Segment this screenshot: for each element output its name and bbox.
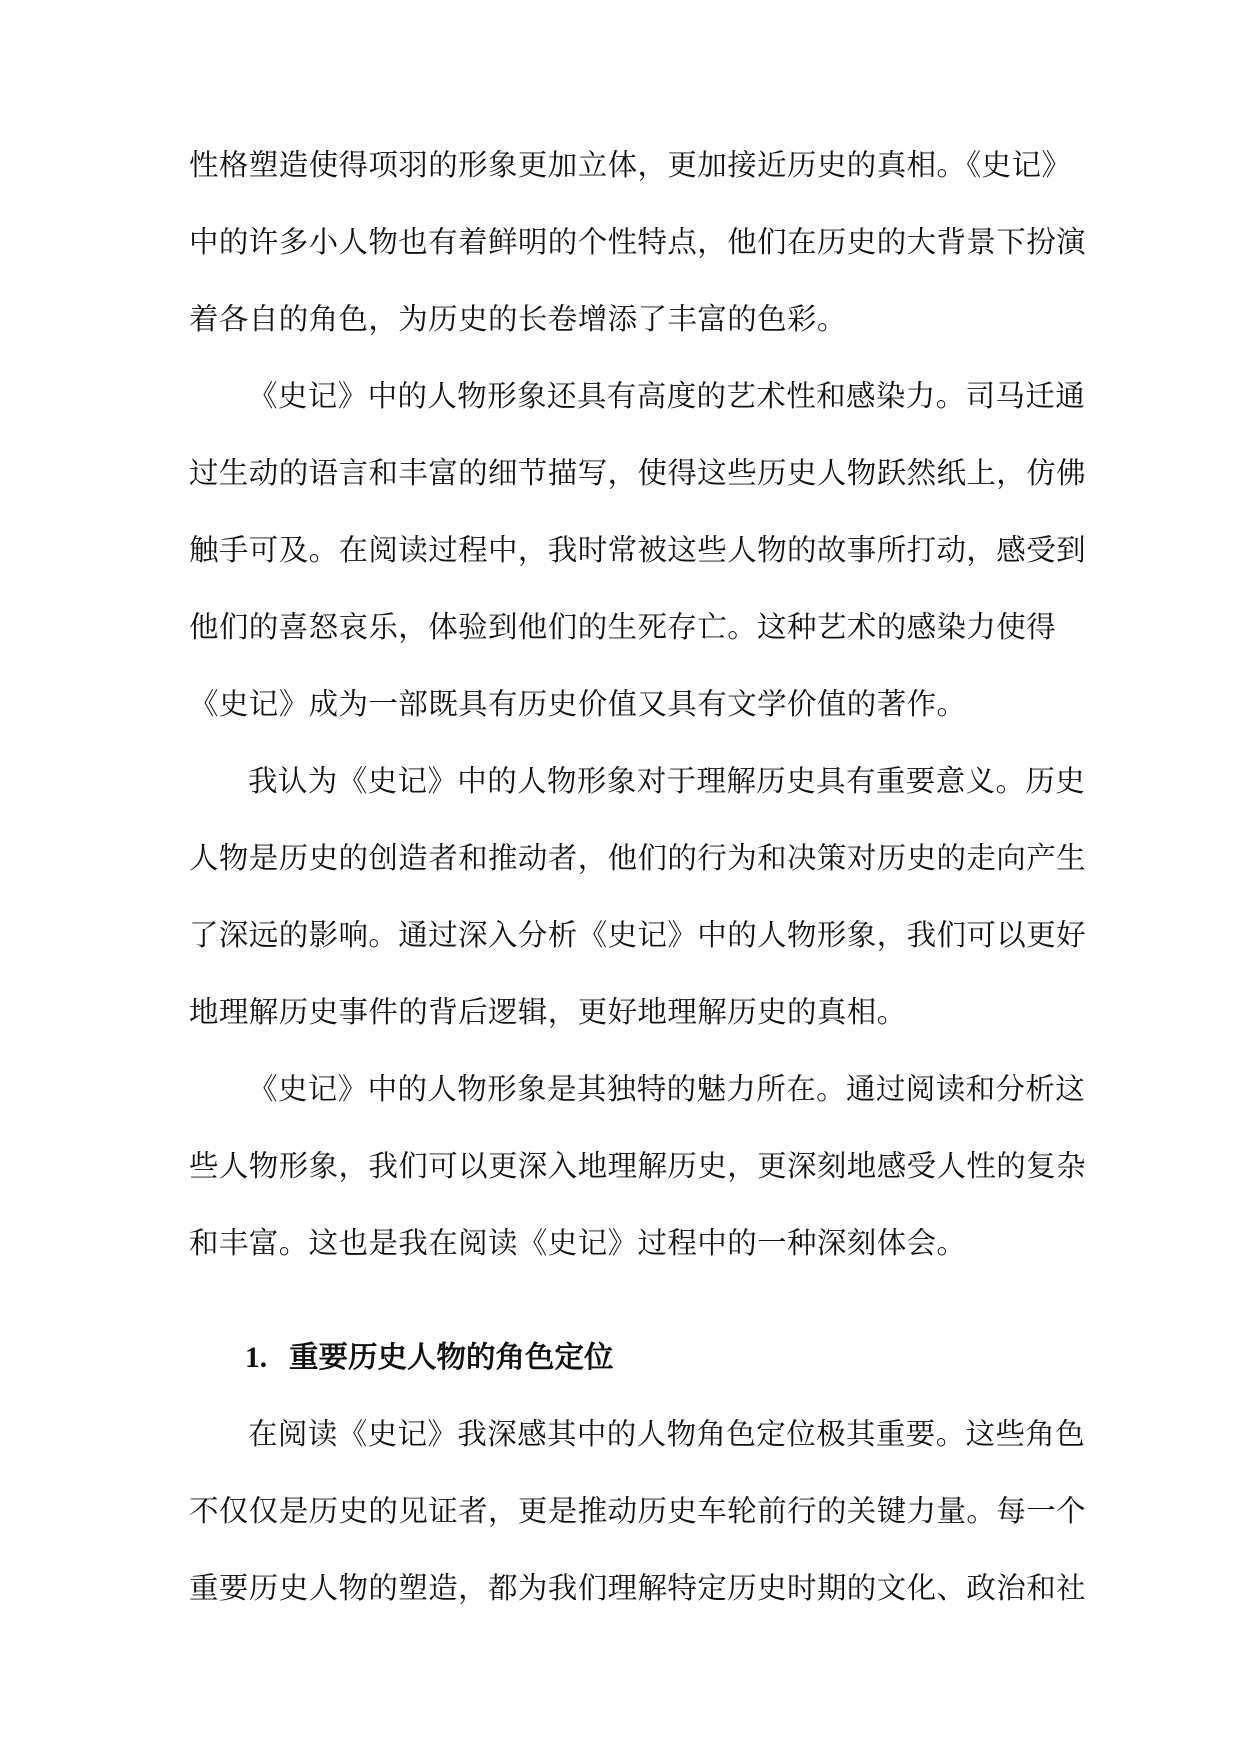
paragraph-1 [189,140,1087,371]
paragraph-5 [189,1409,1087,1640]
paragraph-3 [189,756,1087,1064]
paragraph-line: 性格塑造使得项羽的形象更加立体，更加接近历史的真相。《史记》 [189,148,1072,182]
paragraph-line: 些人物形象，我们可以更深入地理解历史，更深刻地感受人性的复杂 [189,1149,1087,1183]
paragraph-line: 中的许多小人物也有着鲜明的个性特点，他们在历史的大背景下扮演 [189,225,1087,259]
paragraph-line: 《史记》中的人物形象是其独特的魅力所在。通过阅读和分析这 [248,1072,1086,1106]
section-heading-title: 重要历史人物的角色定位 [289,1339,614,1374]
paragraph-line: 《史记》成为一部既具有历史价值又具有文学价值的著作。 [189,687,967,721]
paragraph-line: 我认为《史记》中的人物形象对于理解历史具有重要意义。历史 [248,764,1086,798]
paragraph-line: 触手可及。在阅读过程中，我时常被这些人物的故事所打动，感受到 [189,533,1087,567]
paragraph-line: 不仅仅是历史的见证者，更是推动历史车轮前行的关键力量。每一个 [189,1494,1087,1528]
section-heading-number: 1. [245,1342,268,1374]
paragraph-line: 地理解历史事件的背后逻辑，更好地理解历史的真相。 [189,995,907,1029]
paragraph-line: 他们的喜怒哀乐，体验到他们的生死存亡。这种艺术的感染力使得 [189,610,1057,644]
paragraph-line: 过生动的语言和丰富的细节描写，使得这些历史人物跃然纸上，仿佛 [189,456,1087,490]
paragraph-line: 着各自的角色，为历史的长卷增添了丰富的色彩。 [189,302,847,336]
paragraph-line: 在阅读《史记》我深感其中的人物角色定位极其重要。这些角色 [248,1417,1086,1451]
paragraph-4 [189,1064,1087,1295]
paragraph-line: 人物是历史的创造者和推动者，他们的行为和决策对历史的走向产生 [189,841,1087,875]
paragraph-2 [189,371,1087,756]
section-heading [189,1332,1051,1409]
paragraph-line: 了深远的影响。通过深入分析《史记》中的人物形象，我们可以更好 [189,918,1087,952]
paragraph-line: 重要历史人物的塑造，都为我们理解特定历史时期的文化、政治和社 [189,1571,1087,1605]
paragraph-line: 和丰富。这也是我在阅读《史记》过程中的一种深刻体会。 [189,1226,967,1260]
document-body [189,140,1087,1640]
paragraph-line: 《史记》中的人物形象还具有高度的艺术性和感染力。司马迁通 [248,379,1086,413]
